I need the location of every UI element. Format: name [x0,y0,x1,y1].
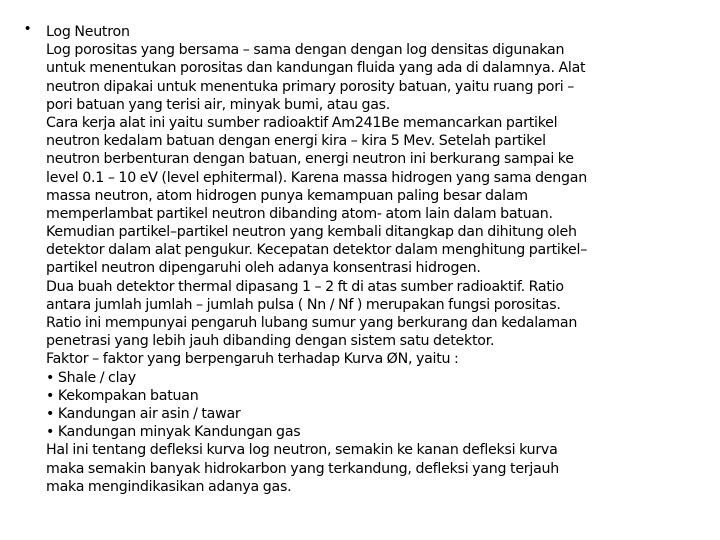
text-line: neutron dipakai untuk menentuka primary porosity batuan, yaitu ruang pori – [46,78,575,95]
text-line: Ratio ini mempunyai pengaruh lubang sumur yang berkurang dan kedalaman [46,315,578,331]
text-line: level 0.1 – 10 eV (level ephitermal). Karena massa hidrogen yang sama dengan [46,169,587,186]
text-line: Hal ini tentang defleksi kurva log neutron, semakin ke kanan defleksi kurva [46,442,558,459]
text-line: antara jumlah jumlah – jumlah pulsa ( Nn / Nf ) merupakan fungsi porositas. [46,296,561,313]
list-item: • Kandungan air asin / tawar [46,405,241,422]
text-line: Log porositas yang bersama – sama dengan dengan log densitas digunakan [46,42,565,59]
text-line: detektor dalam alat pengukur. Kecepatan detektor dalam menghitung partikel– [46,242,588,259]
text-line: untuk menentukan porositas dan kandungan fluida yang ada di dalamnya. Alat [46,60,586,77]
text-line: maka mengindikasikan adanya gas. [46,478,292,495]
heading-line: Log Neutron [46,24,130,40]
text-line: penetrasi yang lebih jauh dibanding dengan sistem satu detektor. [46,333,495,350]
text-line: Kemudian partikel–partikel neutron yang kembali ditangkap dan dihitung oleh [46,224,577,241]
text-line: Dua buah detektor thermal dipasang 1 – 2 ft di atas sumber radioaktif. Ratio [46,278,564,295]
bullet-marker: • [25,20,31,37]
text-line: memperlambat partikel neutron dibanding atom- atom lain dalam batuan. [46,205,553,222]
list-item: • Kekompakan batuan [46,387,199,404]
text-line: partikel neutron dipengaruhi oleh adanya konsentrasi hidrogen. [46,260,481,277]
text-line: pori batuan yang terisi air, minyak bumi, atau gas. [46,96,391,113]
text-line: Faktor – faktor yang berpengaruh terhadap Kurva ØN, yaitu : [46,351,459,368]
list-item: • Kandungan minyak Kandungan gas [46,424,301,441]
body-text [46,23,706,496]
text-line: neutron berbenturan dengan batuan, energi neutron ini berkurang sampai ke [46,151,574,168]
text-line: massa neutron, atom hidrogen punya kemampuan paling besar dalam [46,187,528,204]
text-line: Cara kerja alat ini yaitu sumber radioaktif Am241Be memancarkan partikel [46,114,558,131]
text-line: neutron kedalam batuan dengan energi kira – kira 5 Mev. Setelah partikel [46,133,546,150]
text-line: maka semakin banyak hidrokarbon yang terkandung, defleksi yang terjauh [46,460,559,477]
list-item: • Shale / clay [46,369,136,386]
